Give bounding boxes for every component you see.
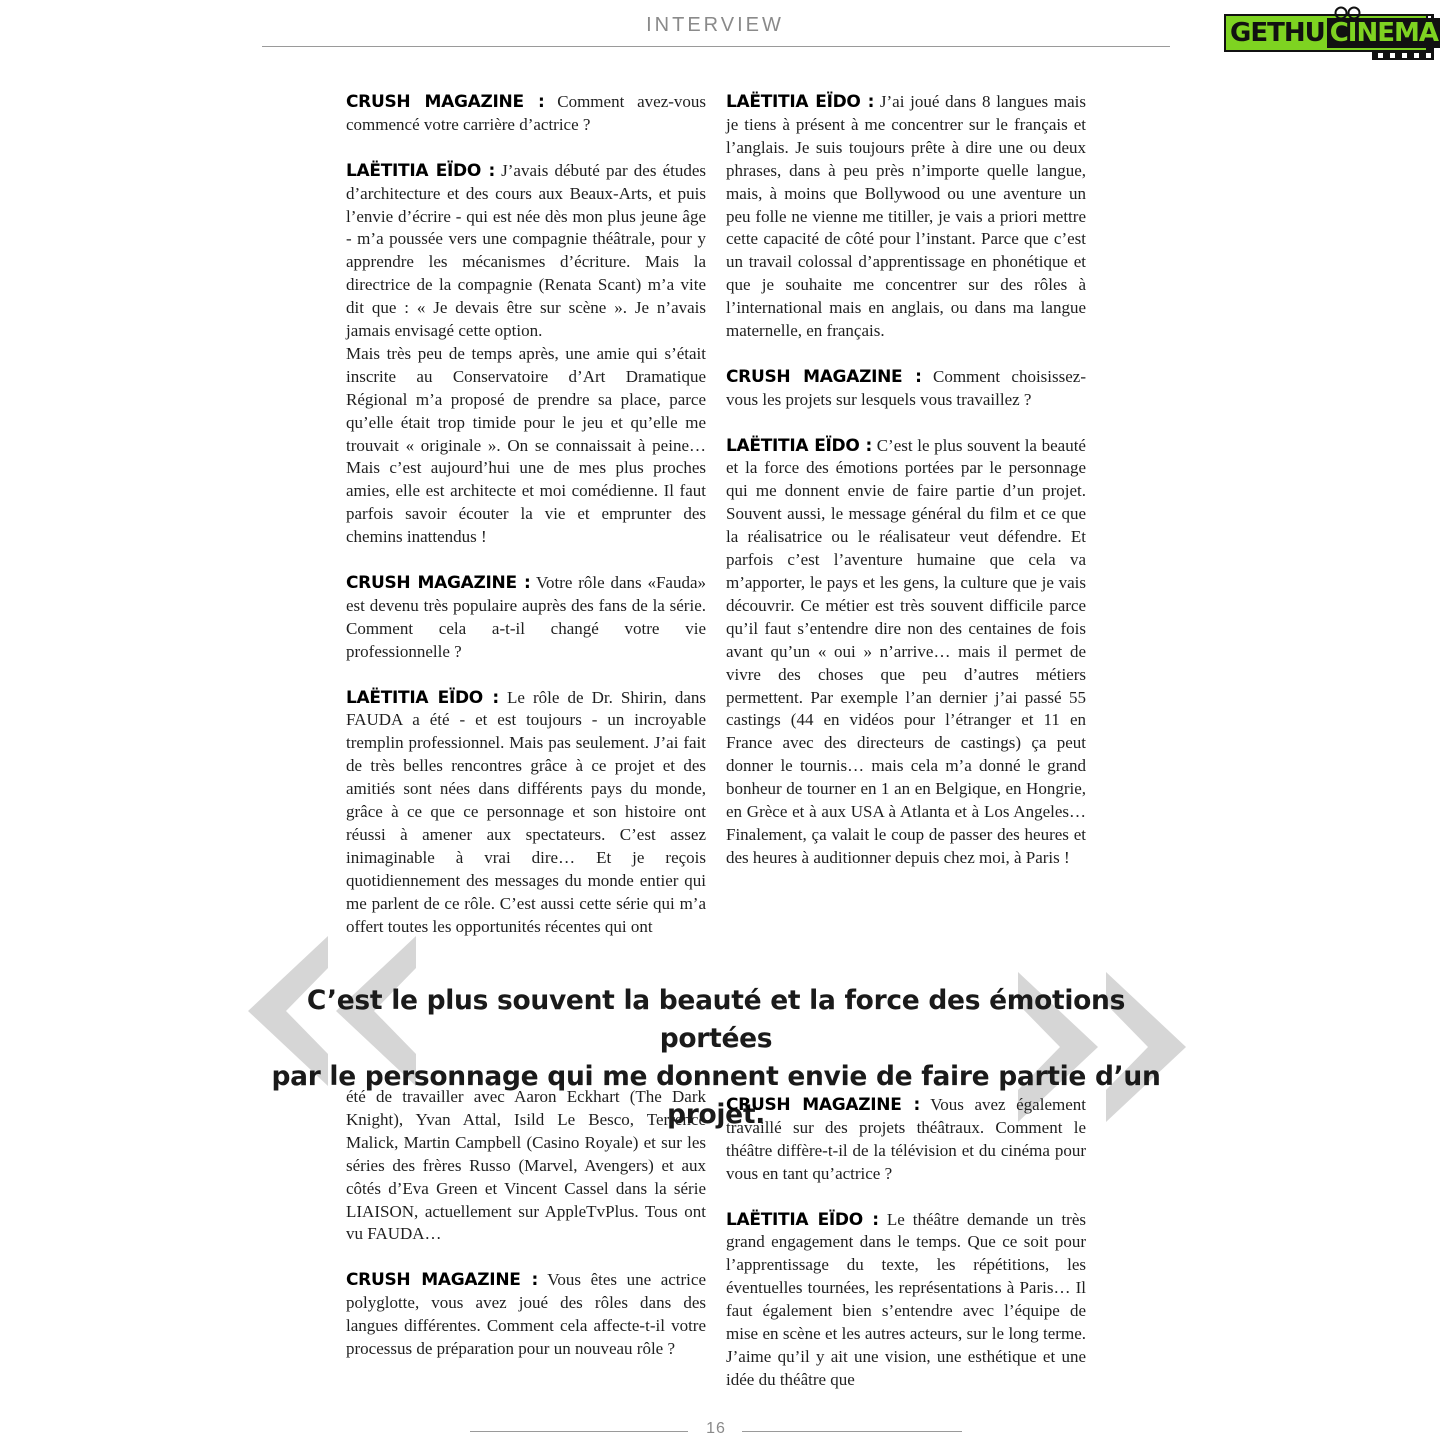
speaker-label: CRUSH MAGAZINE : <box>726 366 922 387</box>
speaker-label: LAËTITIA EÏDO : <box>346 160 496 181</box>
speaker-label: CRUSH MAGAZINE : <box>346 92 545 112</box>
question-text: Comment avez-vous commencé votre carrière d’actrice ? <box>346 92 707 134</box>
speaker-label: CRUSH MAGAZINE : <box>726 1095 920 1115</box>
answer-text: J’ai joué dans 8 langues mais je tiens à présent à me concentrer sur le français et l’anglais. Je suis toujours prête à dire une ou deux phrases, dans à peu près n’importe quelle langue, mais, à moins que Bollywood ou une aventure un peu folle ne vienne me titiller, je vais a priori mettre cette capacité de côté pour l’instant. Parce que c’est un travail colossal d’apprentissage en phonétique et que je souhaite me concentrer sur des rôles à l’international mais en anglais, ou dans ma langue maternelle, en français. <box>726 92 1086 341</box>
pull-quote-line-1: C’est le plus souvent la beauté et la force des émotions portées <box>306 985 1126 1054</box>
section-title: INTERVIEW <box>646 14 784 36</box>
logo-part-1: GETHU <box>1230 18 1325 48</box>
speaker-label: LAËTITIA EÏDO : <box>346 687 499 708</box>
answer-text: Le théâtre demande un très grand engagement dans le temps. Que ce soit pour l’apprentissage du texte, les répétitions, les éventuelles tournées, les représentations à Paris… Il faut également bien s’entendre avec l’équipe de mise en scène et les autres acteurs, sur le long terme. J’aime qu’il y ait une vision, une esthétique et une idée du théâtre que <box>726 1209 1087 1389</box>
right-column-bottom <box>726 1094 1086 1392</box>
answer-2-continued: été de travailler avec Aaron Eckhart (The Dark Knight), Yvan Attal, Isild Le Besco, Terrence Malick, Martin Campbell (Casino Royale) et sur les séries des frères Russo (Marvel, Avengers) et aux côtés d’Eva Green et Vincent Cassel dans la série LIAISON, actuellement sur AppleTvPlus. Tous ont vu FAUDA… <box>346 1087 706 1244</box>
speaker-label: LAËTITIA EÏDO : <box>726 92 875 112</box>
question-1 <box>346 91 706 137</box>
answer-text: C’est le plus souvent la beauté et la force des émotions portées par le personnage qui me donnent envie de faire partie d’un projet. Souvent aussi, le message général du film et ce que la réalisatrice ou le réalisateur veut défendre. Et parfois c’est l’aventure humaine que cela va m’apporter, le pays et les gens, la culture que je vais découvrir. Ce métier est très souvent difficile parce qu’il faut s’entendre dire non des centaines de fois avant qu’un « oui » n’arrive… mais il permet de vivre des choses que peu d’autres métiers permettent. Par exemple l’an dernier j’ai passé 55 castings (44 en vidéos pour l’étranger et 11 en France avec des directeurs de castings) ça peut donner le tournis… mais cela m’a donné le grand bonheur de tourner en 1 an en Belgique, en Hongrie, en Grèce et à aux USA à Atlanta et à Los Angeles… Finalement, ça valait le coup de passer des heures et des heures à auditionner depuis chez moi, à Paris ! <box>726 435 1086 867</box>
answer-1-continued: Mais très peu de temps après, une amie qui s’était inscrite au Conservatoire d’Art Dramatique Régional m’a proposé de prendre sa place, parce qu’elle était trop timide pour le jeu et qu’elle me trouvait « originale ». On se connaissait à peine… Mais c’est aujourd’hui une de mes plus proches amies, elle est architecte et moi comédienne. Il faut parfois savoir écouter la vie et emprunter des chemins inattendus ! <box>346 343 706 547</box>
question-2 <box>346 572 706 664</box>
question-text: Vous êtes une actrice polyglotte, vous avez joué des rôles dans des langues différentes. Comment cela affecte-t-il votre processus de préparation pour un nouveau rôle ? <box>346 1270 706 1358</box>
question-text: Votre rôle dans «Fauda» est devenu très populaire auprès des fans de la série. Comment cela a-t-il changé votre vie professionnelle ? <box>346 573 706 661</box>
right-column-top <box>726 91 1086 870</box>
answer-4 <box>726 435 1086 870</box>
left-column-bottom <box>346 1086 706 1361</box>
question-text: Vous avez également travaillé sur des projets théâtraux. Comment le théâtre diffère-t-il de la télévision et du cinéma pour vous en tant qu’actrice ? <box>726 1095 1086 1183</box>
speaker-label: CRUSH MAGAZINE : <box>346 1270 539 1291</box>
answer-3 <box>726 91 1086 343</box>
logo-part-2: CINEMA <box>1327 18 1440 48</box>
page-number: 16 <box>706 1420 726 1437</box>
answer-2 <box>346 687 706 939</box>
footer-divider-left <box>470 1431 688 1432</box>
left-column-top <box>346 91 706 938</box>
speaker-label: CRUSH MAGAZINE : <box>346 573 531 593</box>
logo-wordmark <box>1224 14 1438 52</box>
speaker-label: LAËTITIA EÏDO : <box>726 435 873 456</box>
pull-quote-line-2: par le personnage qui me donnent envie de faire partie d’un projet. <box>271 1061 1161 1130</box>
answer-text: Le rôle de Dr. Shirin, dans FAUDA a été - et est toujours - un incroyable tremplin professionnel. Mais pas seulement. J’ai fait de très belles rencontres grâce à ce projet et des amitiés sont nées dans différents pays du monde, grâce à ce que ce personnage et son histoire ont réussi à amener aux spectateurs. C’est assez inimaginable à vrai dire… Et je reçois quotidiennement des messages du monde entier qui me parlent de ce rôle. C’est aussi cette série qui m’a offert toutes les opportunités récentes qui ont <box>346 687 706 936</box>
answer-5 <box>726 1209 1086 1392</box>
question-5 <box>726 1094 1086 1186</box>
question-text: Comment choisissez-vous les projets sur lesquels vous travaillez ? <box>726 366 1086 409</box>
question-4 <box>726 366 1086 412</box>
footer-divider-right <box>742 1431 962 1432</box>
site-logo[interactable] <box>1222 6 1438 60</box>
answer-1 <box>346 160 706 343</box>
speaker-label: LAËTITIA EÏDO : <box>726 1209 879 1230</box>
answer-text: J’avais débuté par des études d’architecture et des cours aux Beaux-Arts, et puis l’envie d’écrire - qui est née dès mon plus jeune âge - m’a poussée vers une compagnie théâtrale, pour y apprendre les mécanismes d’écriture. Mais la directrice de la compagnie (Renata Scant) m’a vite dit que : « Je devais être sur scène ». Je n’avais jamais envisagé cette option. <box>346 160 707 341</box>
question-3 <box>346 1269 706 1361</box>
header-divider <box>262 46 1170 47</box>
camera-icon <box>1332 6 1368 20</box>
